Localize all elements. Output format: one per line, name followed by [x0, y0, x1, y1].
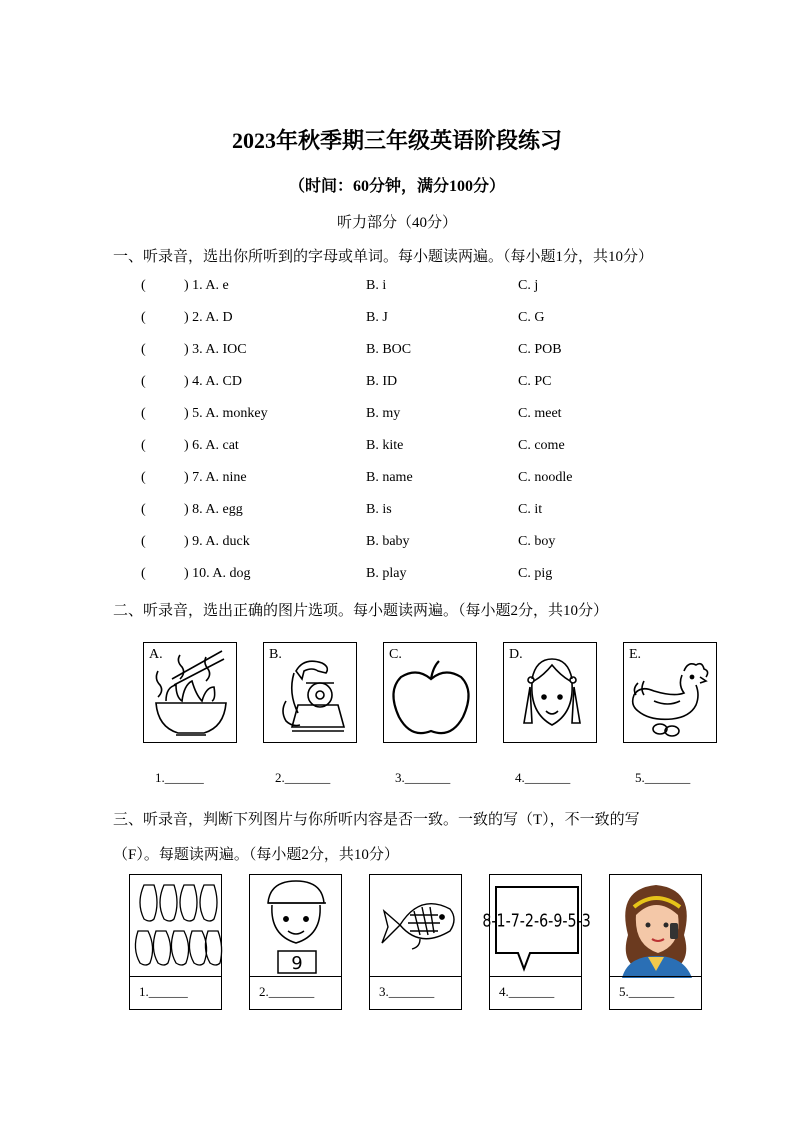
section1-heading: 一、听录音，选出你所听到的字母或单词。每小题读两遍。（每小题1分，共10分）	[113, 249, 654, 265]
option-b: B. kite	[366, 438, 404, 453]
picture-5	[609, 874, 702, 1010]
girl-face-icon	[504, 643, 598, 744]
number-text: 8-1-7-2-6-9-5-3	[482, 909, 591, 932]
option-c: C. G	[518, 310, 545, 325]
telephone-icon	[264, 643, 358, 744]
answer-blank[interactable]: 5._______	[610, 976, 701, 1009]
answer-blank[interactable]: 4._______	[515, 770, 571, 785]
answer-blank[interactable]: 2._______	[275, 770, 331, 785]
option-a: ) 3. A. IOC	[184, 342, 247, 357]
option-c: C. come	[518, 438, 565, 453]
option-a: ) 6. A. cat	[184, 438, 239, 453]
hen-icon	[624, 643, 718, 744]
part-heading: 听力部分（40分）	[336, 215, 457, 231]
picture-letter: E.	[629, 647, 642, 662]
answer-paren[interactable]: (	[141, 278, 146, 293]
noodles-icon	[144, 643, 238, 744]
answer-blank[interactable]: 1.______	[155, 770, 204, 785]
option-a: ) 10. A. dog	[184, 566, 251, 581]
answer-paren[interactable]: (	[141, 374, 146, 389]
option-a: ) 7. A. nine	[184, 470, 247, 485]
answer-paren[interactable]: (	[141, 438, 146, 453]
picture-letter: D.	[509, 647, 523, 662]
page-title: 2023年秋季期三年级英语阶段练习	[231, 128, 562, 153]
option-c: C. noodle	[518, 470, 573, 485]
option-a: ) 9. A. duck	[184, 534, 250, 549]
option-b: B. play	[366, 566, 407, 581]
bananas-icon	[130, 875, 223, 978]
answer-paren[interactable]: (	[141, 310, 146, 325]
option-c: C. meet	[518, 406, 562, 421]
picture-letter: B.	[269, 647, 282, 662]
section2-heading: 二、听录音，选出正确的图片选项。每小题读两遍。（每小题2分，共10分）	[113, 603, 609, 619]
option-c: C. PC	[518, 374, 552, 389]
picture-a	[143, 642, 237, 743]
answer-blank[interactable]: 3._______	[395, 770, 451, 785]
answer-blank[interactable]: 3._______	[370, 976, 461, 1009]
option-b: B. BOC	[366, 342, 412, 357]
answer-paren[interactable]: (	[141, 534, 146, 549]
fish-icon	[370, 875, 463, 978]
option-a: ) 4. A. CD	[184, 374, 242, 389]
option-c: C. pig	[518, 566, 553, 581]
picture-e	[623, 642, 717, 743]
option-a: ) 8. A. egg	[184, 502, 243, 517]
section3-heading-line2: （F）。每题读两遍。（每小题2分，共10分）	[113, 847, 399, 863]
picture-2	[249, 874, 342, 1010]
answer-blank[interactable]: 2._______	[250, 976, 341, 1009]
exam-subtitle: （时间：60分钟，满分100分）	[288, 178, 505, 195]
option-b: B. J	[366, 310, 388, 325]
answer-blank[interactable]: 1.______	[130, 976, 221, 1009]
picture-1	[129, 874, 222, 1010]
shirt-number: 9	[291, 953, 303, 974]
option-c: C. POB	[518, 342, 562, 357]
girl-phone-icon	[610, 875, 703, 978]
answer-paren[interactable]: (	[141, 566, 146, 581]
picture-letter: C.	[389, 647, 402, 662]
option-b: B. my	[366, 406, 401, 421]
option-b: B. i	[366, 278, 387, 293]
picture-c	[383, 642, 477, 743]
option-a: ) 1. A. e	[184, 278, 229, 293]
picture-d	[503, 642, 597, 743]
answer-blank[interactable]: 5._______	[635, 770, 691, 785]
boy-number-icon	[250, 875, 343, 978]
picture-4	[482, 874, 591, 1010]
phone-number-bubble-icon	[482, 875, 591, 978]
answer-paren[interactable]: (	[141, 406, 146, 421]
picture-b	[263, 642, 357, 743]
answer-blank[interactable]: 4._______	[490, 976, 581, 1009]
option-a: ) 2. A. D	[184, 310, 233, 325]
section3-heading-line1: 三、听录音，判断下列图片与你所听内容是否一致。一致的写（T），不一致的写	[113, 812, 640, 828]
option-b: B. name	[366, 470, 413, 485]
option-c: C. j	[518, 278, 539, 293]
option-b: B. baby	[366, 534, 410, 549]
answer-paren[interactable]: (	[141, 470, 146, 485]
option-a: ) 5. A. monkey	[184, 406, 268, 421]
picture-letter: A.	[149, 647, 163, 662]
option-c: C. boy	[518, 534, 556, 549]
option-b: B. is	[366, 502, 392, 517]
answer-paren[interactable]: (	[141, 342, 146, 357]
answer-paren[interactable]: (	[141, 502, 146, 517]
option-c: C. it	[518, 502, 543, 517]
picture-3	[369, 874, 462, 1010]
apple-icon	[384, 643, 478, 744]
option-b: B. ID	[366, 374, 398, 389]
